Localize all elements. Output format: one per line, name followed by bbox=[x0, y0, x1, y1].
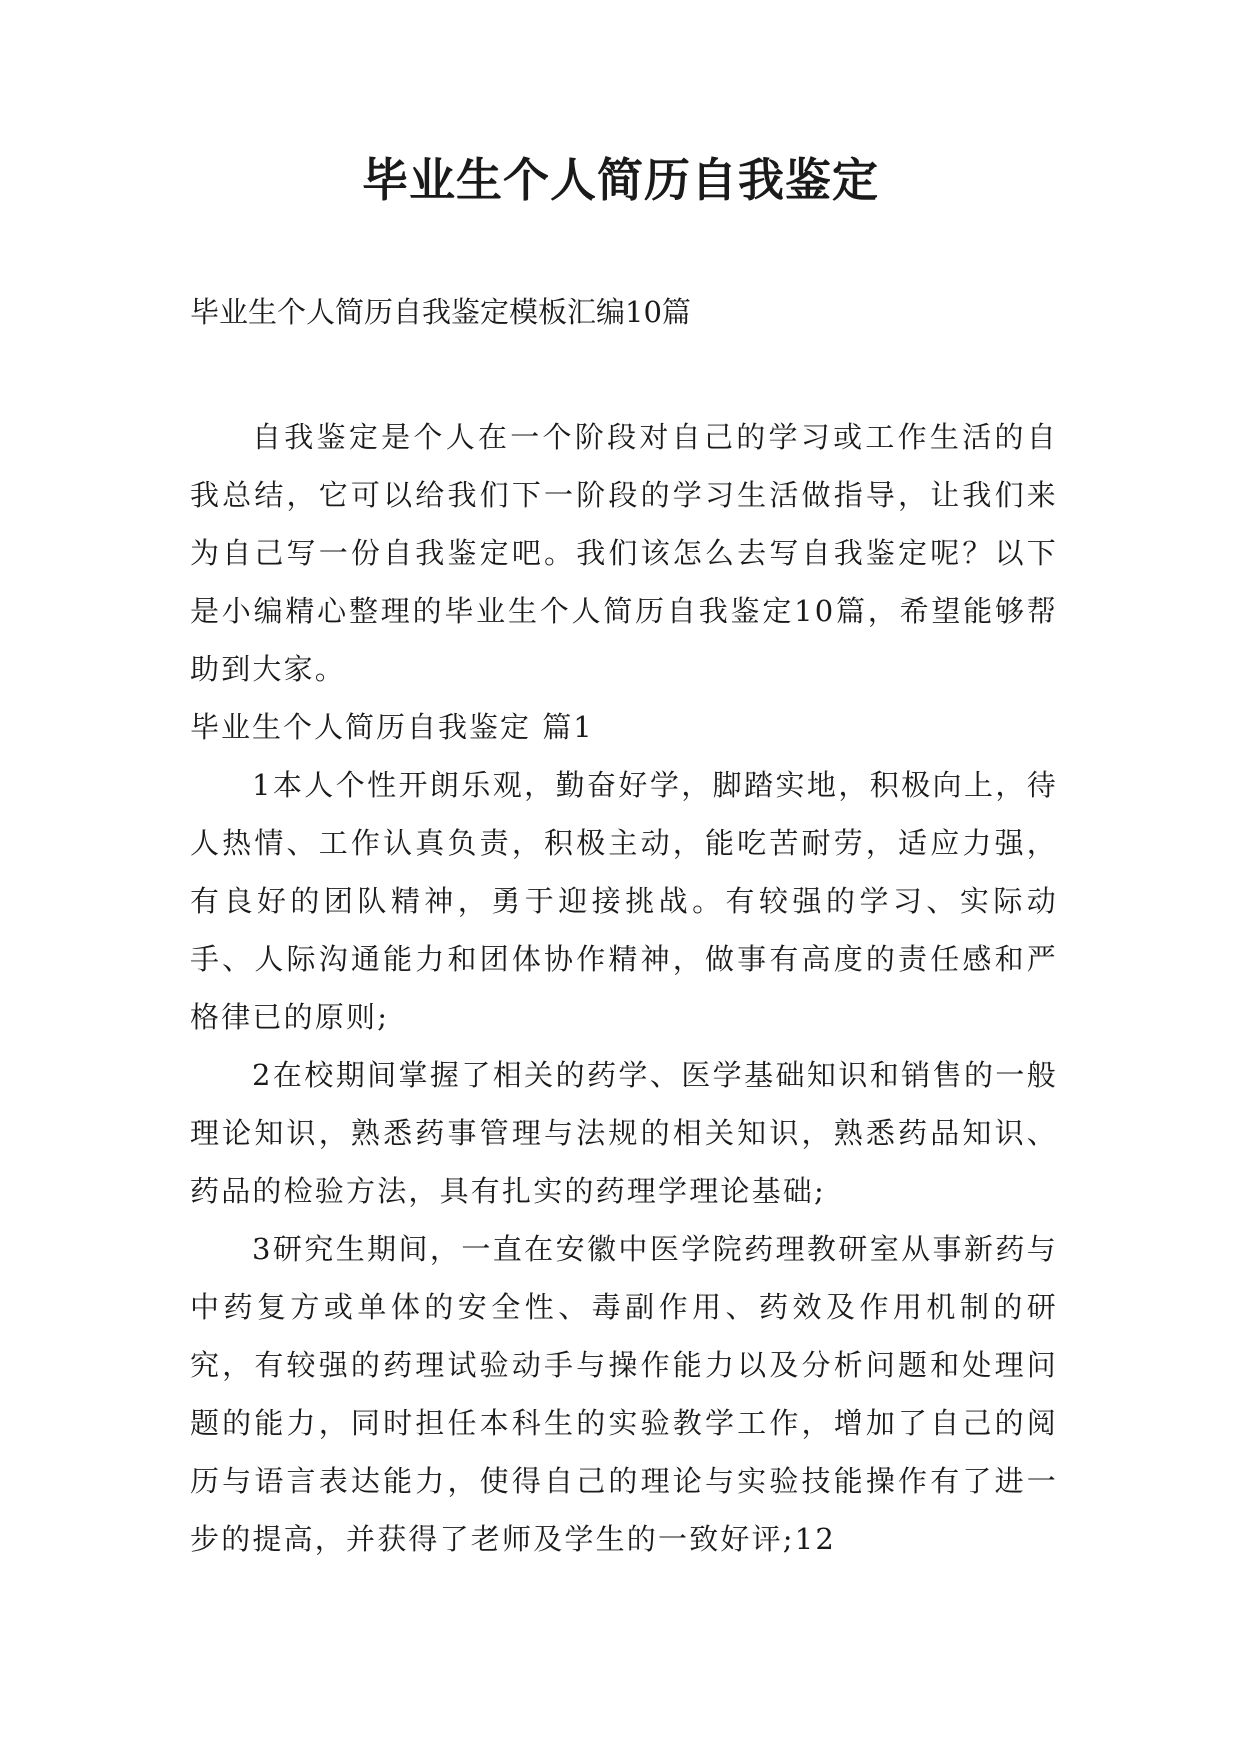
document-title: 毕业生个人简历自我鉴定 bbox=[362, 153, 879, 207]
intro-paragraph: 自我鉴定是个人在一个阶段对自己的学习或工作生活的自我总结，它可以给我们下一阶段的学习生活做指导，让我们来为自己写一份自我鉴定吧。我们该怎么去写自我鉴定呢？以下是小编精心整理的毕业生个人简历自我鉴定10篇，希望能够帮助到大家。 bbox=[190, 420, 1058, 686]
body-paragraph: 2在校期间掌握了相关的药学、医学基础知识和销售的一般理论知识，熟悉药事管理与法规的相关知识，熟悉药品知识、药品的检验方法，具有扎实的药理学理论基础; bbox=[190, 1058, 1058, 1208]
body-paragraph: 1本人个性开朗乐观，勤奋好学，脚踏实地，积极向上，待人热情、工作认真负责，积极主动，能吃苦耐劳，适应力强，有良好的团队精神，勇于迎接挑战。有较强的学习、实际动手、人际沟通能力和团体协作精神，做事有高度的责任感和严格律已的原则; bbox=[190, 768, 1058, 1034]
document-subtitle: 毕业生个人简历自我鉴定模板汇编10篇 bbox=[190, 295, 691, 329]
body-paragraph: 3研究生期间，一直在安徽中医学院药理教研室从事新药与中药复方或单体的安全性、毒副作用、药效及作用机制的研究，有较强的药理试验动手与操作能力以及分析问题和处理问题的能力，同时担任本科生的实验教学工作，增加了自己的阅历与语言表达能力，使得自己的理论与实验技能操作有了进一步的提高，并获得了老师及学生的一致好评;12 bbox=[190, 1232, 1058, 1556]
document-body bbox=[190, 408, 1058, 1568]
section-heading: 毕业生个人简历自我鉴定 篇1 bbox=[190, 710, 594, 744]
